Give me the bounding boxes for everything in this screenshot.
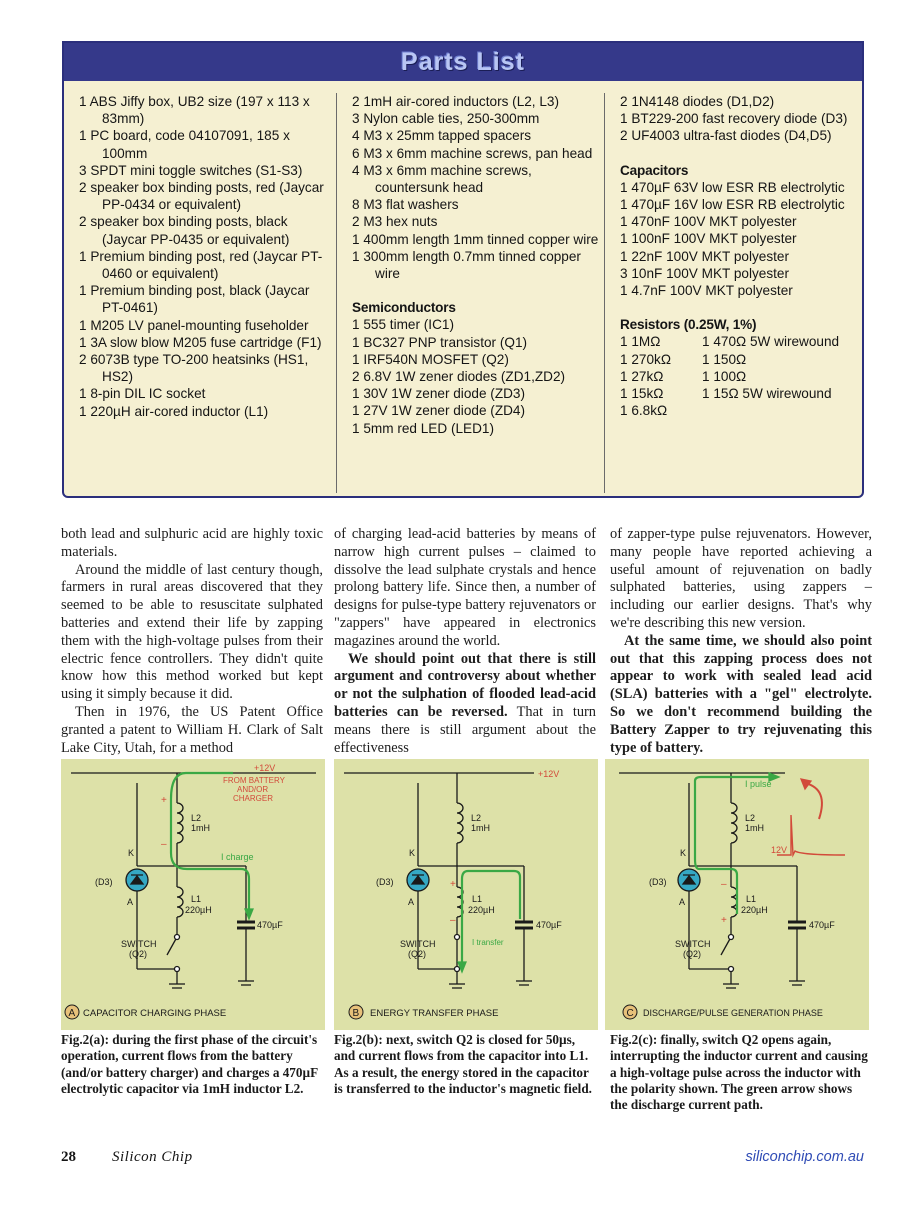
part-item: 3 10nF 100V MKT polyester [620, 265, 790, 281]
part-item: 1 220µH air-cored inductor (L1) [79, 403, 269, 419]
part-item: 2 speaker box binding posts, black (Jaycar PP-0435 or equivalent) [79, 214, 290, 247]
circuit-labels-c [605, 759, 869, 1030]
part-item: 1 Premium binding post, red (Jaycar PT-0460 or equivalent) [79, 248, 323, 282]
part-item: 2 1N4148 diodes (D1,D2) [620, 94, 775, 109]
cathode-label: K [680, 848, 687, 858]
l1-value: 220µH [741, 905, 768, 915]
magazine-name: Silicon Chip [112, 1149, 193, 1165]
article-paragraph: of zapper-type pulse rejuvenators. However, many people have reported achieving a useful amount of rejuvenation on badly sulphated batteries, using zappers – including our earlier designs. That's why we're describing this new version. [610, 526, 872, 631]
minus-sign: – [161, 839, 167, 850]
parts-list-title: Parts List [401, 47, 525, 76]
page-number: 28 [61, 1149, 76, 1165]
parts-list-box [62, 41, 864, 498]
part-item: 1 27V 1W zener diode (ZD4) [352, 403, 526, 419]
l1-value: 220µH [185, 905, 212, 915]
part-item: 1 Premium binding post, black (Jaycar PT-0461) [79, 283, 310, 316]
parts-column-3 [620, 93, 860, 419]
phase-letter: B [352, 1008, 360, 1019]
part-item: 1 3A slow blow M205 fuse cartridge (F1) [79, 334, 322, 350]
part-item: 1 4.7nF 100V MKT polyester [620, 283, 793, 299]
part-item: 1 M205 LV panel-mounting fuseholder [79, 317, 309, 333]
part-item: 1 300mm length 0.7mm tinned copper wire [352, 248, 581, 282]
phase-letter: A [68, 1008, 76, 1019]
diode-label: (D3) [376, 877, 394, 887]
part-item: 1 IRF540N MOSFET (Q2) [352, 351, 509, 367]
l1-value: 220µH [468, 905, 495, 915]
capacitor-value: 470µF [809, 920, 835, 930]
part-item: 1 30V 1W zener diode (ZD3) [352, 386, 526, 402]
article-paragraph: Around the middle of last century though, farmers in rural areas discovered that they seemed to be able to resuscitate sulphated batteries and extend their life by zapping them with the high-voltage pulses from their electric fence controllers. They didn't quite know how this method worked but kept using it simply because it did. [61, 561, 323, 703]
article-paragraph [610, 633, 872, 758]
l1-label: L1 [746, 894, 757, 904]
parts-list-header [64, 43, 862, 81]
switch-label: (Q2) [408, 949, 426, 959]
switch-label: SWITCH [121, 939, 157, 949]
l1-label: L1 [191, 894, 202, 904]
part-item: 2 1mH air-cored inductors (L2, L3) [352, 94, 560, 109]
current-label: I transfer [472, 938, 504, 947]
part-item: 2 UF4003 ultra-fast diodes (D4,D5) [620, 128, 832, 144]
plus-sign: + [721, 915, 727, 926]
supply-label: +12V [538, 769, 560, 779]
minus-sign: – [450, 915, 456, 926]
part-item: 3 SPDT mini toggle switches (S1-S3) [79, 162, 303, 178]
part-item: 1 5mm red LED (LED1) [352, 420, 495, 436]
current-label: I charge [221, 852, 254, 862]
l2-value: 1mH [471, 823, 491, 833]
part-item: 3 Nylon cable ties, 250-300mm [352, 111, 540, 127]
l1-label: L1 [472, 894, 483, 904]
parts-column-1 [79, 93, 334, 420]
l2-value: 1mH [191, 823, 211, 833]
switch-label: SWITCH [400, 939, 436, 949]
phase-title: DISCHARGE/PULSE GENERATION PHASE [643, 1008, 823, 1018]
circuit-labels-a [61, 759, 325, 1030]
part-item: 1 PC board, code 04107091, 185 x 100mm [79, 128, 290, 161]
capacitor-value: 470µF [536, 920, 562, 930]
site-url: siliconchip.com.au [745, 1149, 864, 1165]
article-column-3 [610, 526, 872, 757]
plus-sign: + [161, 795, 167, 806]
resistor-item: 1 15kΩ [620, 386, 664, 402]
column-divider [604, 93, 605, 493]
part-item: 1 8-pin DIL IC socket [79, 386, 206, 402]
phase-title: CAPACITOR CHARGING PHASE [83, 1008, 227, 1019]
part-item: 1 470µF 16V low ESR RB electrolytic [620, 197, 845, 213]
diode-label: (D3) [649, 877, 667, 887]
resistor-item: 1 6.8kΩ [620, 403, 668, 419]
resistor-item: 1 100Ω [702, 368, 747, 384]
part-item: 8 M3 flat washers [352, 197, 459, 213]
part-item: 1 100nF 100V MKT polyester [620, 231, 797, 247]
part-item: 1 470nF 100V MKT polyester [620, 214, 797, 230]
article-bold-text: We should point out that there is still argument and controversy about whether or not the sulphation of flooded lead-acid batteries can be reversed. [334, 650, 596, 720]
figure-caption-c: Fig.2(c): finally, switch Q2 opens again, interrupting the inductor current and causing a high-voltage pulse across the inductor with the polarity shown. The green arrow shows the discharge current path. [610, 1032, 868, 1113]
semiconductors-heading: Semiconductors [352, 300, 456, 316]
anode-label: A [408, 897, 415, 907]
resistor-item: 1 27kΩ [620, 368, 664, 384]
part-item: 2 speaker box binding posts, red (Jaycar PP-0434 or equivalent) [79, 180, 324, 213]
article-bold-text: At the same time, we should also point out that this zapping process does not appear to work with sealed lead acid (SLA) batteries with a "gel" electrolyte. So we don't recommend building the Battery Zapper to try rejuvenating this type of battery. [610, 632, 872, 756]
source-label: CHARGER [233, 794, 274, 803]
l2-label: L2 [745, 813, 756, 823]
resistor-item: 1 1MΩ [620, 334, 661, 350]
article-column-1 [61, 526, 323, 757]
resistors-grid [620, 333, 860, 419]
source-label: FROM BATTERY [223, 776, 285, 785]
parts-column-2 [352, 93, 602, 437]
part-item: 4 M3 x 25mm tapped spacers [352, 128, 532, 144]
anode-label: A [679, 897, 686, 907]
resistors-heading: Resistors (0.25W, 1%) [620, 317, 757, 333]
minus-sign: – [721, 879, 727, 890]
plus-sign: + [450, 879, 456, 890]
article-paragraph: both lead and sulphuric acid are highly toxic materials. [61, 526, 323, 560]
column-divider [336, 93, 337, 493]
figure-caption-b: Fig.2(b): next, switch Q2 is closed for 50µs, and current flows from the capacitor into L1. As a result, the energy stored in the capacitor is transferred to the inductor's magnetic field. [334, 1032, 592, 1096]
capacitors-heading: Capacitors [620, 162, 689, 178]
article-paragraph [334, 651, 596, 758]
resistor-item: 1 15Ω 5W wirewound [702, 386, 832, 402]
l2-value: 1mH [745, 823, 765, 833]
pulse-voltage-label: 12V [771, 845, 788, 855]
anode-label: A [127, 897, 134, 907]
l2-label: L2 [191, 813, 202, 823]
resistor-item: 1 150Ω [702, 351, 747, 367]
part-item: 2 6073B type TO-200 heatsinks (HS1, HS2) [79, 352, 309, 385]
part-item: 1 22nF 100V MKT polyester [620, 248, 790, 264]
article-paragraph: of charging lead-acid batteries by means of narrow high current pulses – claimed to dissolve the lead sulphate crystals and hence prolong battery life. Since then, a number of designs for pulse-type battery rejuvenators or "zappers" have appeared in electronics magazines around the world. [334, 526, 596, 649]
figure-caption-a: Fig.2(a): during the first phase of the circuit's operation, current flows from the battery (and/or battery charger) and charges a 470µF electrolytic capacitor via 1mH inductor L2. [61, 1032, 318, 1096]
part-item: 2 M3 hex nuts [352, 214, 438, 230]
resistor-item [702, 402, 860, 419]
resistor-item: 1 470Ω 5W wirewound [702, 334, 840, 350]
switch-label: (Q2) [129, 949, 147, 959]
part-item: 1 BT229-200 fast recovery diode (D3) [620, 111, 848, 127]
figure-c [605, 759, 869, 1030]
article-column-2 [334, 526, 596, 757]
article-text: That in turn means there is still argument about the effectiveness [334, 703, 597, 756]
phase-letter: C [626, 1008, 634, 1019]
figure-b [334, 759, 598, 1030]
source-label: AND/OR [237, 785, 269, 794]
part-item: 1 555 timer (IC1) [352, 317, 454, 333]
part-item: 1 470µF 63V low ESR RB electrolytic [620, 179, 845, 195]
part-item: 6 M3 x 6mm machine screws, pan head [352, 145, 593, 161]
diode-label: (D3) [95, 877, 113, 887]
switch-label: (Q2) [683, 949, 701, 959]
part-item: 2 6.8V 1W zener diodes (ZD1,ZD2) [352, 369, 566, 385]
part-item: 1 BC327 PNP transistor (Q1) [352, 334, 528, 350]
part-item: 1 ABS Jiffy box, UB2 size (197 x 113 x 83mm) [79, 94, 310, 127]
switch-label: SWITCH [675, 939, 711, 949]
resistor-item: 1 270kΩ [620, 351, 671, 367]
supply-label: +12V [254, 763, 276, 773]
part-item: 4 M3 x 6mm machine screws, countersunk head [352, 162, 532, 196]
l2-label: L2 [471, 813, 482, 823]
circuit-labels-b [334, 759, 598, 1030]
current-label: I pulse [745, 779, 772, 789]
figure-a [61, 759, 325, 1030]
article-paragraph: Then in 1976, the US Patent Office granted a patent to William H. Clark of Salt Lake City, Utah, for a method [61, 703, 323, 756]
part-item: 1 400mm length 1mm tinned copper wire [352, 231, 599, 247]
cathode-label: K [409, 848, 416, 858]
capacitor-value: 470µF [257, 920, 283, 930]
cathode-label: K [128, 848, 135, 858]
phase-title: ENERGY TRANSFER PHASE [370, 1008, 499, 1019]
